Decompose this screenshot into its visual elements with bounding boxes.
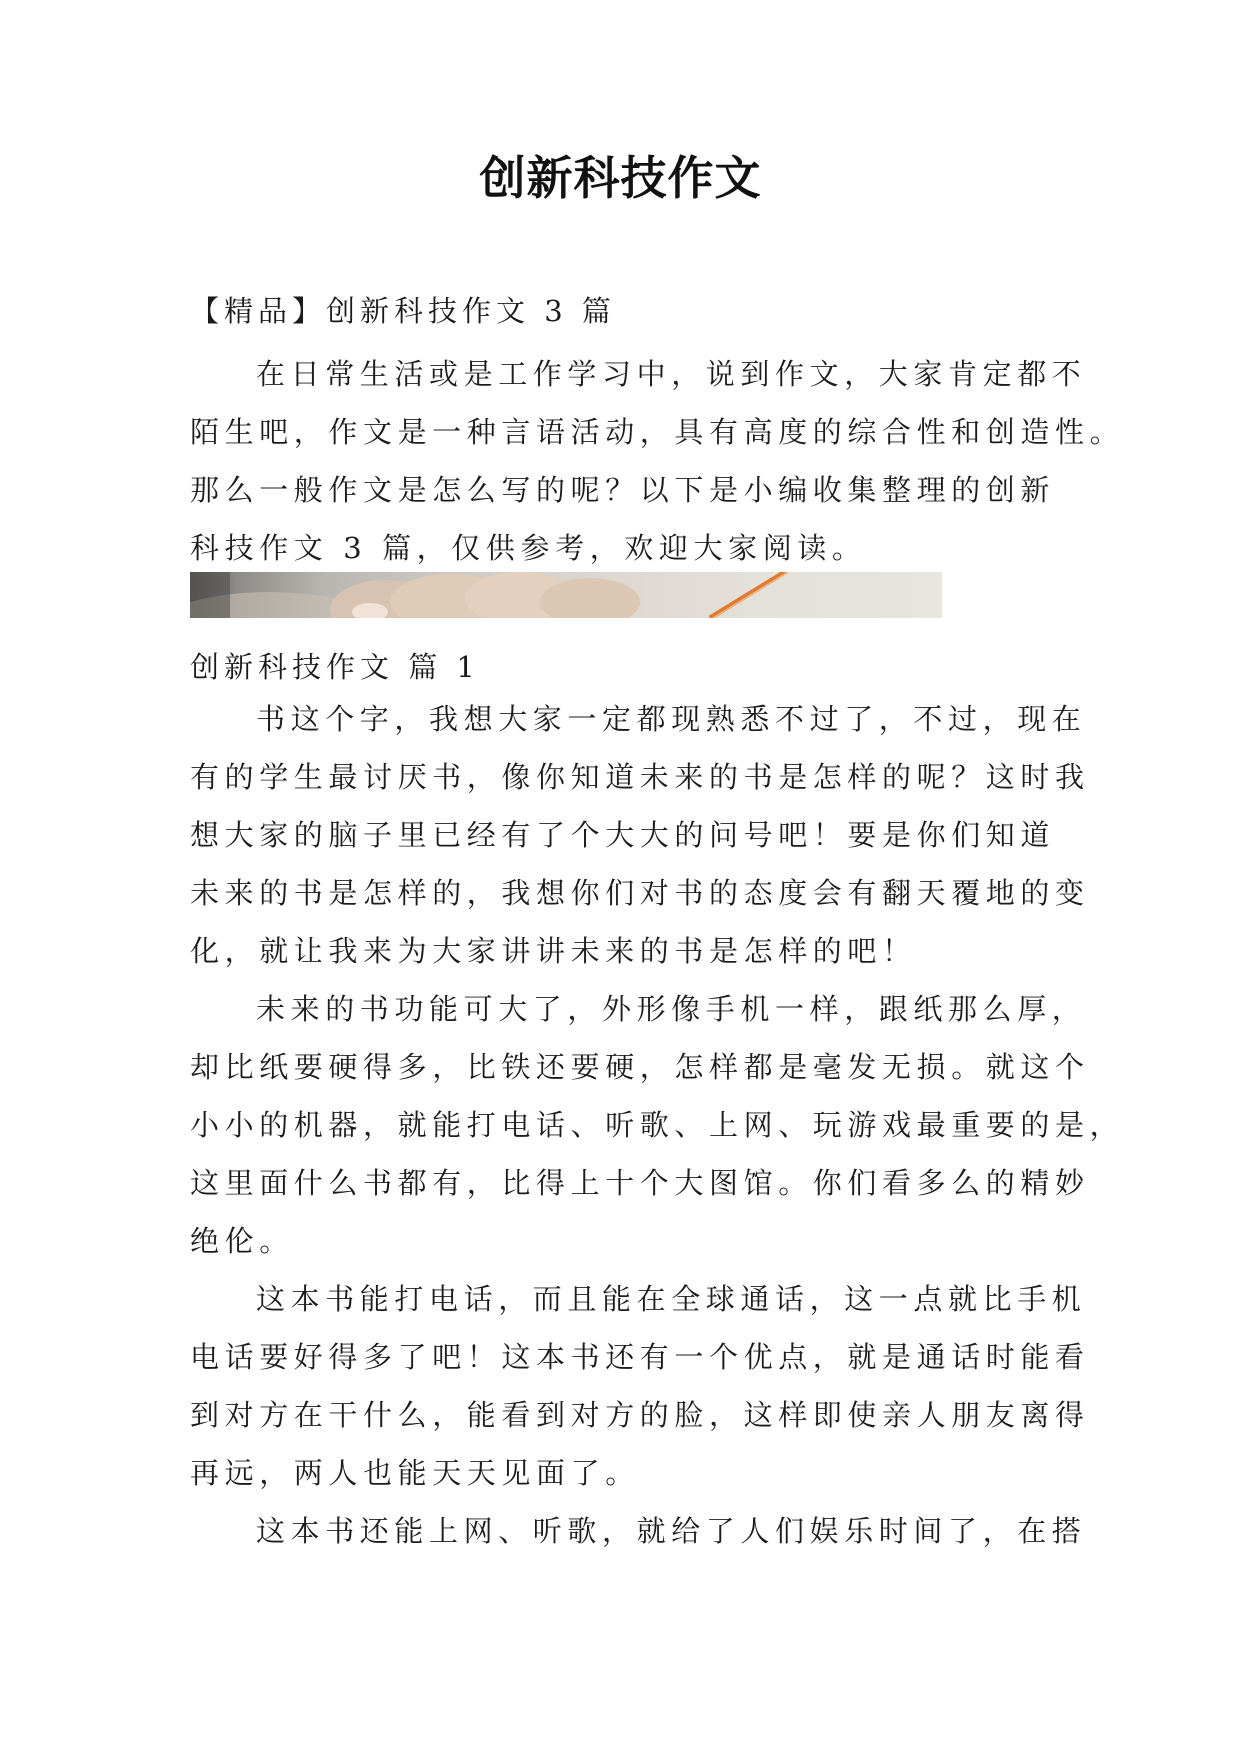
paragraph-line: 想大家的脑子里已经有了个大大的问号吧！要是你们知道 xyxy=(190,818,1056,852)
intro-line: 陌生吧，作文是一种言语活动，具有高度的综合性和创造性。 xyxy=(190,415,1125,449)
hand-pencil-photo xyxy=(190,572,942,618)
intro-line: 那么一般作文是怎么写的呢？以下是小编收集整理的创新 xyxy=(190,473,1056,507)
section-heading: 创新科技作文 篇 1 xyxy=(190,650,480,684)
paragraph-line: 这本书还能上网、听歌，就给了人们娱乐时间了，在搭 xyxy=(256,1514,1087,1548)
paragraph-line: 未来的书是怎样的，我想你们对书的态度会有翻天覆地的变 xyxy=(190,876,1090,910)
intro-line: 科技作文 3 篇，仅供参考，欢迎大家阅读。 xyxy=(190,531,867,565)
paragraph-line: 电话要好得多了吧！这本书还有一个优点，就是通话时能看 xyxy=(190,1340,1090,1374)
essay-paragraph-3 xyxy=(190,1270,1090,1502)
document-subtitle: 【精品】创新科技作文 3 篇 xyxy=(190,294,616,328)
paragraph-line: 有的学生最讨厌书，像你知道未来的书是怎样的呢？这时我 xyxy=(190,760,1090,794)
paragraph-line: 到对方在干什么，能看到对方的脸，这样即使亲人朋友离得 xyxy=(190,1398,1090,1432)
paragraph-line: 小小的机器，就能打电话、听歌、上网、玩游戏最重要的是， xyxy=(190,1108,1125,1142)
essay-paragraph-1 xyxy=(190,690,1090,980)
paragraph-line: 却比纸要硬得多，比铁还要硬，怎样都是毫发无损。就这个 xyxy=(190,1050,1090,1084)
paragraph-line: 绝伦。 xyxy=(190,1224,294,1258)
paragraph-line: 书这个字，我想大家一定都现熟悉不过了，不过，现在 xyxy=(256,702,1087,736)
paragraph-line: 化，就让我来为大家讲讲未来的书是怎样的吧！ xyxy=(190,934,917,968)
intro-line: 在日常生活或是工作学习中，说到作文，大家肯定都不 xyxy=(256,357,1087,391)
paragraph-line: 再远，两人也能天天见面了。 xyxy=(190,1456,640,1490)
photo-image xyxy=(190,572,942,618)
paragraph-line: 这里面什么书都有，比得上十个大图馆。你们看多么的精妙 xyxy=(190,1166,1090,1200)
intro-paragraph xyxy=(190,345,1125,577)
paragraph-line: 这本书能打电话，而且能在全球通话，这一点就比手机 xyxy=(256,1282,1087,1316)
essay-paragraph-2 xyxy=(190,980,1125,1270)
paragraph-line: 未来的书功能可大了，外形像手机一样，跟纸那么厚， xyxy=(256,992,1087,1026)
essay-paragraph-4 xyxy=(190,1502,1087,1560)
page-title: 创新科技作文 xyxy=(479,151,762,205)
